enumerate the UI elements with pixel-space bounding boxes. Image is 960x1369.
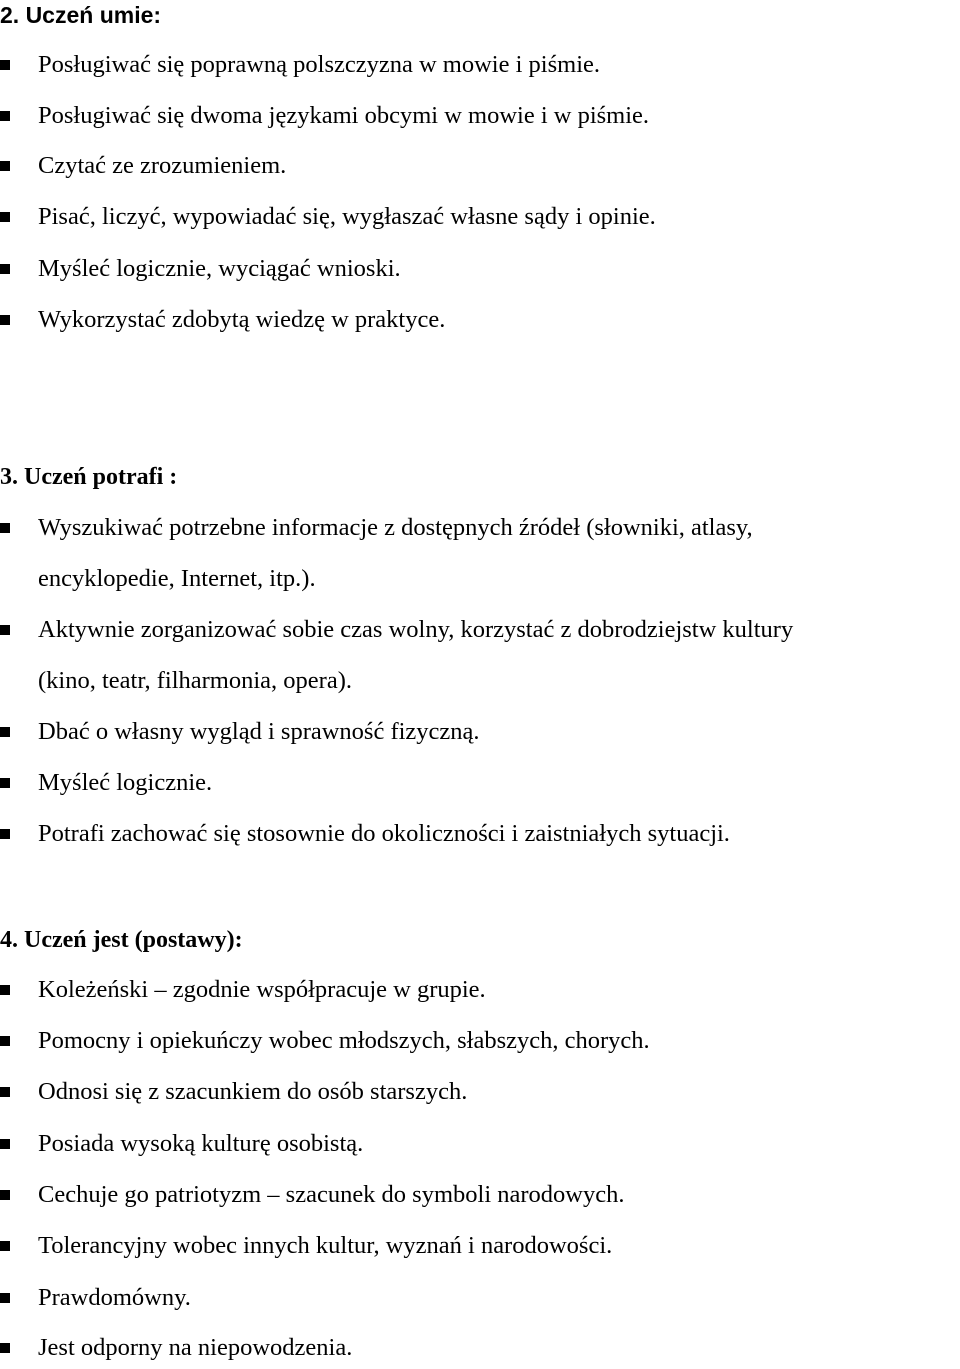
bullet-icon	[0, 161, 10, 171]
bullet-icon	[0, 212, 10, 222]
bullet-icon	[0, 60, 10, 70]
section-3-heading: 3. Uczeń potrafi :	[0, 464, 178, 490]
bullet-icon	[0, 1293, 10, 1303]
bullet-icon	[0, 111, 10, 121]
section-4-item: Posiada wysoką kulturę osobistą.	[38, 1130, 364, 1157]
bullet-icon	[0, 523, 10, 533]
bullet-icon	[0, 1139, 10, 1149]
bullet-icon	[0, 1343, 10, 1353]
section-3-item-line: Potrafi zachować się stosownie do okoliczności i zaistniałych sytuacji.	[38, 820, 730, 847]
section-3-item-line: encyklopedie, Internet, itp.).	[38, 565, 316, 592]
bullet-icon	[0, 778, 10, 788]
section-4-item: Koleżeński – zgodnie współpracuje w grupie.	[38, 976, 486, 1003]
section-2-item: Wykorzystać zdobytą wiedzę w praktyce.	[38, 306, 446, 333]
bullet-icon	[0, 315, 10, 325]
section-3-item-line: Aktywnie zorganizować sobie czas wolny, korzystać z dobrodziejstw kultury	[38, 616, 794, 643]
section-2-item: Pisać, liczyć, wypowiadać się, wygłaszać własne sądy i opinie.	[38, 203, 656, 230]
section-3-item-line: Dbać o własny wygląd i sprawność fizyczną.	[38, 718, 480, 745]
section-4-item: Cechuje go patriotyzm – szacunek do symboli narodowych.	[38, 1181, 625, 1208]
bullet-icon	[0, 1190, 10, 1200]
bullet-icon	[0, 264, 10, 274]
section-4-heading: 4. Uczeń jest (postawy):	[0, 927, 243, 953]
section-4-item: Tolerancyjny wobec innych kultur, wyznań i narodowości.	[38, 1232, 613, 1259]
section-3-item-line: (kino, teatr, filharmonia, opera).	[38, 667, 352, 694]
section-2-item: Czytać ze zrozumieniem.	[38, 152, 287, 179]
bullet-icon	[0, 829, 10, 839]
bullet-icon	[0, 985, 10, 995]
section-2-item: Myśleć logicznie, wyciągać wnioski.	[38, 255, 401, 282]
bullet-icon	[0, 625, 10, 635]
section-3-item-line: Myśleć logicznie.	[38, 769, 213, 796]
bullet-icon	[0, 727, 10, 737]
section-3-item-line: Wyszukiwać potrzebne informacje z dostępnych źródeł (słowniki, atlasy,	[38, 514, 753, 541]
bullet-icon	[0, 1087, 10, 1097]
section-4-item: Jest odporny na niepowodzenia.	[38, 1334, 353, 1361]
section-4-item: Odnosi się z szacunkiem do osób starszych.	[38, 1078, 468, 1105]
section-4-item: Prawdomówny.	[38, 1284, 191, 1311]
bullet-icon	[0, 1241, 10, 1251]
bullet-icon	[0, 1036, 10, 1046]
section-2-item: Posługiwać się poprawną polszczyzna w mowie i piśmie.	[38, 51, 601, 78]
section-2-item: Posługiwać się dwoma językami obcymi w mowie i w piśmie.	[38, 102, 650, 129]
section-2-heading: 2. Uczeń umie:	[0, 2, 162, 28]
section-4-item: Pomocny i opiekuńczy wobec młodszych, słabszych, chorych.	[38, 1027, 650, 1054]
